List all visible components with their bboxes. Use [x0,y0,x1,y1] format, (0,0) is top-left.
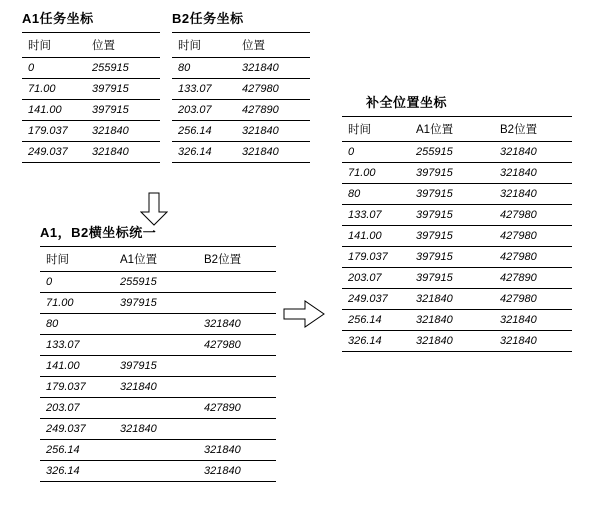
table-row [172,58,310,79]
filled-title: 补全位置坐标 [366,95,448,110]
table-cell: 397915 [410,184,494,205]
table-cell: 397915 [410,205,494,226]
table-cell: 80 [342,184,410,205]
filled-panel [342,92,572,352]
table-cell [114,398,198,419]
table-cell: 321840 [494,142,572,163]
table-cell: 80 [172,58,236,79]
table-cell: 203.07 [172,100,236,121]
table-cell [114,440,198,461]
merged-table [40,246,276,482]
table-cell: 321840 [410,289,494,310]
table-row [342,268,572,289]
table-cell: 326.14 [172,142,236,163]
table-cell: 133.07 [342,205,410,226]
table-cell: 427980 [198,335,276,356]
table-cell: 321840 [494,310,572,331]
table-cell: 141.00 [22,100,86,121]
table-cell: 249.037 [40,419,114,440]
column-header: A1位置 [410,117,494,142]
table-cell: 321840 [86,142,160,163]
arrow-right-icon [283,300,325,328]
column-header: 时间 [342,117,410,142]
table-cell: 141.00 [342,226,410,247]
table-cell: 256.14 [40,440,114,461]
table-row [342,142,572,163]
a1-task-panel [22,8,160,163]
column-header: 位置 [236,33,310,58]
table-row [342,331,572,352]
table-row [40,398,276,419]
a1-task-body [22,33,160,163]
table-cell: 397915 [114,356,198,377]
table-cell: 427980 [494,247,572,268]
merged-panel [40,222,276,482]
table-cell: 321840 [494,163,572,184]
table-cell: 397915 [86,79,160,100]
table-cell: 427980 [494,289,572,310]
table-cell: 321840 [198,440,276,461]
table-row [40,293,276,314]
table-cell: 321840 [410,310,494,331]
table-row [40,356,276,377]
table-cell: 179.037 [22,121,86,142]
table-cell [198,293,276,314]
table-cell: 321840 [114,419,198,440]
table-cell: 397915 [410,247,494,268]
b2-task-body [172,33,310,163]
column-header: 时间 [22,33,86,58]
table-cell: 321840 [86,121,160,142]
merged-title: A1，B2横坐标统一 [40,225,157,240]
table-row [40,461,276,482]
table-cell [114,461,198,482]
table-cell: 133.07 [172,79,236,100]
table-row [342,247,572,268]
table-row [172,121,310,142]
table-cell: 427890 [236,100,310,121]
table-cell [198,272,276,293]
b2-task-title: B2任务坐标 [172,11,244,26]
table-cell: 427980 [494,226,572,247]
table-cell: 71.00 [40,293,114,314]
table-row [22,142,160,163]
table-row [172,100,310,121]
column-header: A1位置 [114,247,198,272]
table-cell [198,377,276,398]
table-cell [114,335,198,356]
table-cell: 427980 [236,79,310,100]
column-header: 时间 [40,247,114,272]
table-cell: 255915 [86,58,160,79]
table-row [342,226,572,247]
table-cell: 203.07 [40,398,114,419]
column-header: B2位置 [198,247,276,272]
table-row [22,79,160,100]
table-cell: 80 [40,314,114,335]
column-header: 时间 [172,33,236,58]
table-header-row [342,117,572,142]
table-row [342,310,572,331]
table-cell: 321840 [198,461,276,482]
table-cell: 133.07 [40,335,114,356]
table-cell: 179.037 [342,247,410,268]
filled-body [342,117,572,352]
table-cell: 255915 [114,272,198,293]
table-cell: 141.00 [40,356,114,377]
table-cell: 321840 [236,58,310,79]
table-row [22,58,160,79]
table-cell: 203.07 [342,268,410,289]
table-cell [114,314,198,335]
table-cell: 256.14 [172,121,236,142]
table-cell: 326.14 [40,461,114,482]
table-cell [198,419,276,440]
table-cell: 321840 [494,331,572,352]
table-cell: 427980 [494,205,572,226]
table-row [40,314,276,335]
b2-task-table [172,32,310,163]
table-cell: 249.037 [342,289,410,310]
table-row [40,419,276,440]
table-cell: 0 [22,58,86,79]
merged-body [40,247,276,482]
table-row [342,163,572,184]
table-cell: 397915 [410,268,494,289]
table-row [40,272,276,293]
table-cell: 397915 [114,293,198,314]
table-row [172,142,310,163]
column-header: 位置 [86,33,160,58]
table-cell: 397915 [410,163,494,184]
table-cell: 321840 [236,121,310,142]
table-cell: 326.14 [342,331,410,352]
table-row [342,205,572,226]
table-cell: 321840 [114,377,198,398]
table-row [22,100,160,121]
table-cell: 321840 [198,314,276,335]
table-cell: 0 [342,142,410,163]
table-cell: 321840 [494,184,572,205]
table-cell: 321840 [236,142,310,163]
a1-task-title: A1任务坐标 [22,11,94,26]
table-header-row [22,33,160,58]
table-cell: 427890 [494,268,572,289]
table-cell [198,356,276,377]
table-cell: 71.00 [22,79,86,100]
table-row [342,289,572,310]
arrow-down-icon [140,192,168,226]
table-cell: 397915 [86,100,160,121]
filled-table [342,116,572,352]
table-cell: 179.037 [40,377,114,398]
table-cell: 0 [40,272,114,293]
column-header: B2位置 [494,117,572,142]
b2-task-panel [172,8,310,163]
table-cell: 256.14 [342,310,410,331]
table-cell: 321840 [410,331,494,352]
table-header-row [40,247,276,272]
table-row [40,377,276,398]
table-row [172,79,310,100]
table-row [22,121,160,142]
table-cell: 71.00 [342,163,410,184]
table-row [40,440,276,461]
table-cell: 397915 [410,226,494,247]
table-header-row [172,33,310,58]
table-row [40,335,276,356]
a1-task-table [22,32,160,163]
table-cell: 249.037 [22,142,86,163]
table-cell: 255915 [410,142,494,163]
table-cell: 427890 [198,398,276,419]
table-row [342,184,572,205]
